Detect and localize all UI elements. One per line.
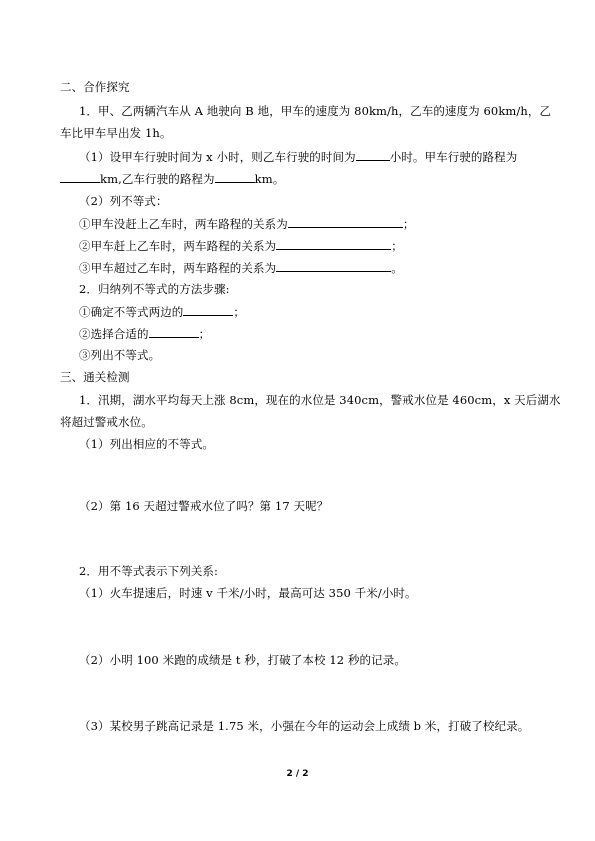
assessment-problem-1-line-1: 1．汛期，湖水平均每天上涨 8cm，现在的水位是 340cm，警戒水位是 460cm，x 天后湖水 [79,393,561,407]
case-1-text: ①甲车没赶上乙车时，两车路程的关系为 [79,217,288,231]
assessment-problem-2-part-2: （2）小明 100 米跑的成绩是 t 秒，打破了本校 12 秒的记录。 [79,653,406,667]
step-2-line [79,326,210,341]
step-3-line: ③列出不等式。 [79,348,161,362]
blank-a-distance[interactable] [60,171,100,183]
assessment-problem-1-part-1: （1）列出相应的不等式。 [79,437,215,451]
case-3-line [79,260,403,275]
part-1-text-a: （1）设甲车行驶时间为 x 小时，则乙车行驶的时间为 [79,150,356,164]
problem-1-text-line-1: 1．甲、乙两辆汽车从 A 地驶向 B 地，甲车的速度为 80km/h，乙车的速度为 60km/h，乙 [79,104,552,118]
assessment-problem-2-text: 2．用不等式表示下列关系: [79,564,218,578]
blank-step-1[interactable] [183,304,233,316]
section-heading-assessment: 三、通关检测 [60,370,130,384]
case-2-punct: ； [391,239,403,253]
blank-case-3[interactable] [276,260,391,272]
problem-2-text: 2．归纳列不等式的方法步骤: [79,282,230,296]
blank-step-2[interactable] [149,326,199,338]
case-2-text: ②甲车赶上乙车时，两车路程的关系为 [79,239,277,253]
part-1-text-c: km,乙车行驶的路程为 [100,172,215,186]
step-2-punct: ； [198,327,211,341]
page-number: 2 / 2 [286,769,309,779]
assessment-problem-2-part-3: （3）某校男子跳高记录是 1.75 米，小强在今年的运动会上成绩 b 米，打破了校纪录。 [79,719,530,733]
step-1-punct: ； [233,305,246,319]
step-1-line [79,304,245,319]
part-1-text-b: 小时。甲车行驶的路程为 [389,150,518,164]
case-1-line [79,216,414,231]
part-1-text-d: km。 [254,172,285,186]
assessment-problem-1-part-2: （2）第 16 天超过警戒水位了吗？第 17 天呢？ [79,499,329,513]
case-3-punct: 。 [391,261,403,275]
assessment-problem-1-line-2: 将超过警戒水位。 [60,415,153,429]
case-3-text: ③甲车超过乙车时，两车路程的关系为 [79,261,277,275]
step-1-text: ①确定不等式两边的 [79,305,184,319]
section-heading-cooperative-inquiry: 二、合作探究 [60,80,130,94]
case-2-line [79,238,403,253]
assessment-problem-2-part-1: （1）火车提速后，时速 v 千米/小时，最高可达 350 千米/小时。 [79,586,417,600]
blank-b-time[interactable] [356,149,390,161]
part-1-line-1 [79,149,517,164]
step-2-text: ②选择合适的 [79,327,149,341]
part-2-label: （2）列不等式： [79,194,168,208]
part-1-line-2 [60,171,284,186]
problem-1-text-line-2: 车比甲车早出发 1h。 [60,126,172,140]
blank-b-distance[interactable] [215,171,255,183]
blank-case-1[interactable] [288,216,403,228]
case-1-punct: ； [402,217,415,231]
blank-case-2[interactable] [276,238,391,250]
